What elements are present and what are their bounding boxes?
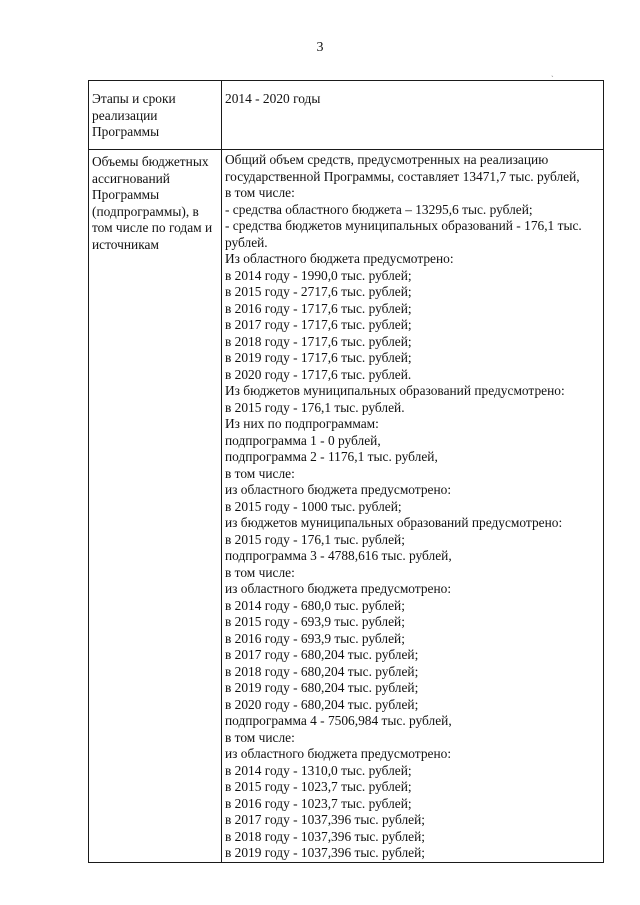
budget-text-line: в том числе: xyxy=(225,465,295,481)
budget-text-line: в 2015 году - 1000 тыс. рублей; xyxy=(225,498,402,514)
budget-label-line: том числе по годам и xyxy=(92,220,213,235)
budget-text-line: в 2018 году - 1037,396 тыс. рублей; xyxy=(225,828,426,844)
budget-text-line: из бюджетов муниципальных образований предусмотрено: xyxy=(225,515,563,530)
budget-text-line: - средства областного бюджета – 13295,6 тыс. рублей; xyxy=(225,201,533,217)
budget-text-line: в 2018 году - 1717,6 тыс. рублей; xyxy=(225,333,412,349)
budget-text-line: в 2019 году - 680,204 тыс. рублей; xyxy=(225,680,419,695)
stages-label xyxy=(92,91,218,141)
budget-text-line: из областного бюджета предусмотрено: xyxy=(225,746,452,761)
budget-label-cell xyxy=(89,150,222,863)
budget-text-line: подпрограмма 2 - 1176,1 тыс. рублей, xyxy=(225,449,438,464)
budget-text-line: подпрограмма 3 - 4788,616 тыс. рублей, xyxy=(225,548,452,563)
budget-text-line: в 2020 году - 680,204 тыс. рублей; xyxy=(225,696,419,712)
stages-value-text: 2014 - 2020 годы xyxy=(225,91,321,106)
budget-content xyxy=(225,152,600,862)
budget-text-line: в том числе: xyxy=(225,564,295,580)
budget-text-line: в 2016 году - 1717,6 тыс. рублей; xyxy=(225,300,412,316)
budget-text-line: подпрограмма 4 - 7506,984 тыс. рублей, xyxy=(225,713,452,728)
budget-text-line: из областного бюджета предусмотрено: xyxy=(225,581,452,596)
budget-text-line: в 2015 году - 693,9 тыс. рублей; xyxy=(225,614,405,629)
budget-label-line: Программы xyxy=(92,187,160,202)
budget-text-line: в 2019 году - 1037,396 тыс. рублей; xyxy=(225,845,426,860)
stages-label-line: реализации xyxy=(92,107,158,123)
budget-text-line: в 2015 году - 2717,6 тыс. рублей; xyxy=(225,284,412,299)
budget-text-line: в 2017 году - 1037,396 тыс. рублей; xyxy=(225,812,426,827)
budget-content-cell xyxy=(222,150,604,863)
budget-text-line: в 2018 году - 680,204 тыс. рублей; xyxy=(225,663,419,679)
budget-text-line: в 2015 году - 176,1 тыс. рублей. xyxy=(225,399,405,415)
budget-text-line: в 2014 году - 680,0 тыс. рублей; xyxy=(225,597,405,613)
budget-label-line: Объемы бюджетных xyxy=(92,154,209,169)
table-row-budget xyxy=(89,150,604,863)
budget-text-line: в 2015 году - 1023,7 тыс. рублей; xyxy=(225,779,412,794)
budget-text-line: Общий объем средств, предусмотренных на реализацию xyxy=(225,152,549,167)
budget-text-line: рублей. xyxy=(225,234,268,250)
stages-value-cell xyxy=(222,81,604,150)
budget-label xyxy=(92,154,218,253)
budget-label-line: ассигнований xyxy=(92,170,170,186)
stages-label-line: Программы xyxy=(92,124,160,139)
budget-text-line: в 2015 году - 176,1 тыс. рублей; xyxy=(225,531,405,547)
budget-text-line: в 2016 году - 693,9 тыс. рублей; xyxy=(225,630,405,646)
page-number: 3 xyxy=(316,40,324,55)
scan-speck: ˎ xyxy=(551,68,554,77)
budget-text-line: в 2016 году - 1023,7 тыс. рублей; xyxy=(225,795,412,811)
budget-text-line: Из областного бюджета предусмотрено: xyxy=(225,251,454,266)
budget-text-line: в 2017 году - 680,204 тыс. рублей; xyxy=(225,647,419,662)
budget-text-line: в 2020 году - 1717,6 тыс. рублей. xyxy=(225,366,412,382)
table-row-stages xyxy=(89,81,604,150)
budget-label-line: источникам xyxy=(92,236,159,252)
budget-text-line: подпрограмма 1 - 0 рублей, xyxy=(225,432,381,448)
budget-text-line: государственной Программы, составляет 13471,7 тыс. рублей, xyxy=(225,168,580,184)
budget-text-line: в 2014 году - 1990,0 тыс. рублей; xyxy=(225,267,412,283)
budget-text-line: в 2014 году - 1310,0 тыс. рублей; xyxy=(225,762,412,778)
budget-text-line: из областного бюджета предусмотрено: xyxy=(225,482,452,497)
budget-text-line: в 2017 году - 1717,6 тыс. рублей; xyxy=(225,317,412,332)
stages-label-line: Этапы и сроки xyxy=(92,91,176,106)
budget-label-line: (подпрограммы), в xyxy=(92,203,199,219)
budget-text-line: в 2019 году - 1717,6 тыс. рублей; xyxy=(225,350,412,365)
budget-text-line: в том числе: xyxy=(225,185,295,200)
budget-text-line: Из бюджетов муниципальных образований предусмотрено: xyxy=(225,383,565,398)
budget-text-line: Из них по подпрограммам: xyxy=(225,416,379,431)
stages-label-cell xyxy=(89,81,222,150)
program-passport-table xyxy=(88,80,604,863)
budget-text-line: в том числе: xyxy=(225,729,295,745)
budget-text-line: - средства бюджетов муниципальных образований - 176,1 тыс. xyxy=(225,218,582,233)
